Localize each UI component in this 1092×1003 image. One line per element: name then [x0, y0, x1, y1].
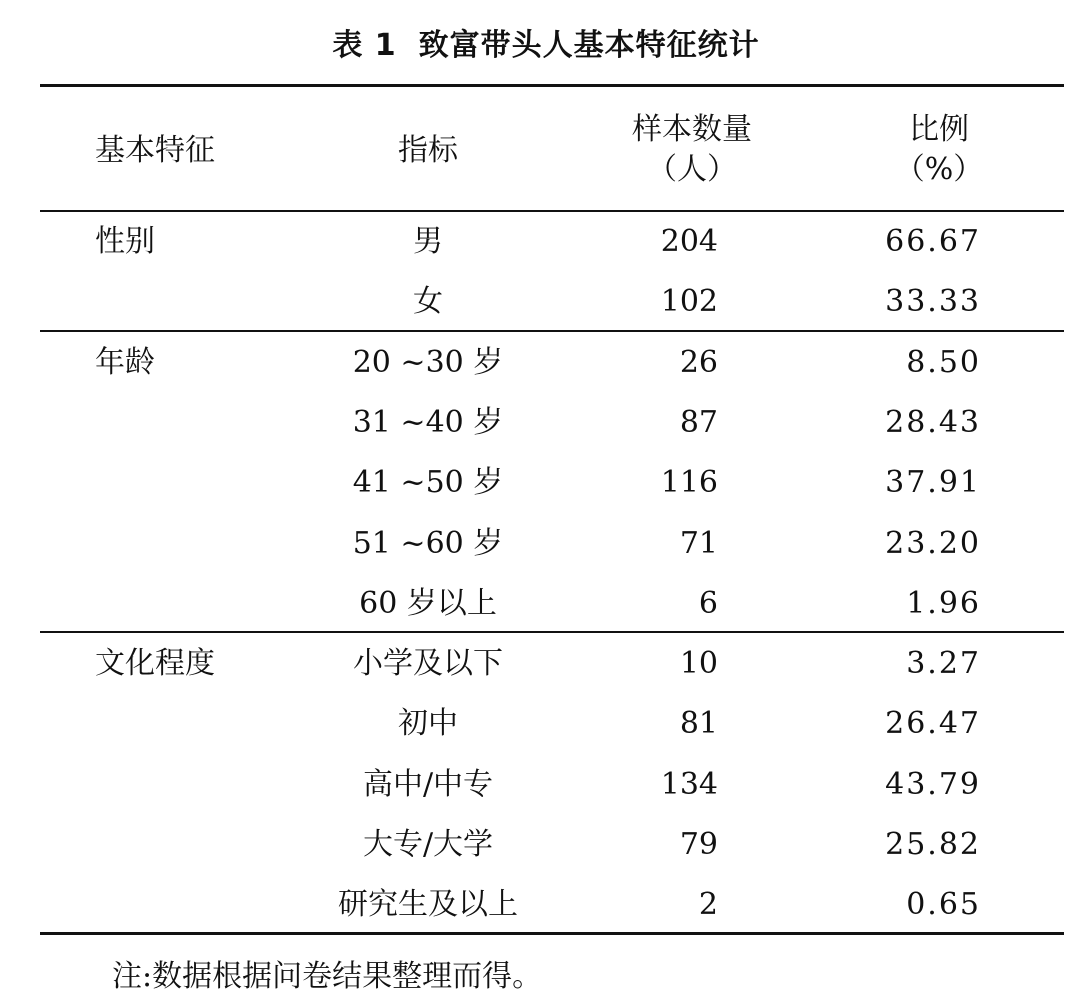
row-ratio-cell: 1.96 — [906, 586, 981, 621]
header-indicator: 指标 — [398, 133, 458, 168]
row-indicator-cell: 女 — [413, 284, 443, 319]
row-indicator-cell: 初中 — [398, 706, 458, 741]
row-ratio-cell: 0.65 — [906, 887, 981, 922]
row-indicator-cell: 20 ~30 岁 — [352, 345, 504, 380]
table-note: 注:数据根据问卷结果整理而得。 — [112, 959, 543, 994]
row-indicator-cell: 31 ~40 岁 — [352, 405, 504, 440]
row-indicator-cell: 51 ~60 岁 — [352, 526, 504, 561]
row-ratio-cell: 43.79 — [885, 767, 981, 802]
row-indicator-cell: 小学及以下 — [353, 646, 503, 681]
row-ratio-cell: 23.20 — [885, 526, 981, 561]
row-indicator-cell: 研究生及以上 — [338, 887, 518, 922]
header-count — [632, 110, 752, 190]
row-ratio-cell: 26.47 — [885, 706, 981, 741]
row-count-cell: 102 — [660, 284, 718, 319]
row-count-cell: 26 — [679, 345, 718, 380]
row-ratio-cell: 3.27 — [906, 646, 981, 681]
header-ratio — [895, 110, 984, 190]
row-indicator-cell: 男 — [413, 224, 443, 259]
row-count-cell: 79 — [679, 827, 718, 862]
table-title: 致富带头人基本特征统计 — [418, 28, 760, 63]
table-caption — [0, 26, 1092, 66]
row-count-cell: 134 — [660, 767, 718, 802]
row-ratio-cell: 28.43 — [885, 405, 981, 440]
header-ratio-label: 比例 — [908, 112, 969, 147]
header-rule — [40, 210, 1064, 212]
row-indicator-cell: 60 岁以上 — [359, 586, 497, 621]
row-ratio-cell: 37.91 — [885, 465, 981, 500]
row-group-cell: 性别 — [95, 224, 155, 259]
row-ratio-cell: 33.33 — [885, 284, 981, 319]
row-count-cell: 116 — [660, 465, 718, 500]
bottom-rule — [40, 932, 1064, 935]
row-indicator-cell: 大专/大学 — [362, 827, 494, 862]
row-count-cell: 10 — [679, 646, 718, 681]
row-indicator-cell: 41 ~50 岁 — [352, 465, 504, 500]
header-count-label: 样本数量 — [632, 112, 752, 147]
row-count-cell: 204 — [660, 224, 718, 259]
row-ratio-cell: 25.82 — [885, 827, 981, 862]
header-feature: 基本特征 — [95, 133, 215, 168]
row-ratio-cell: 66.67 — [885, 224, 981, 259]
row-indicator-cell: 高中/中专 — [362, 767, 494, 802]
row-count-cell: 87 — [679, 405, 718, 440]
row-count-cell: 6 — [698, 586, 718, 621]
row-group-cell: 文化程度 — [95, 646, 215, 681]
row-count-cell: 81 — [679, 706, 718, 741]
group-divider — [40, 330, 1064, 332]
top-rule — [40, 84, 1064, 87]
row-count-cell: 71 — [679, 526, 718, 561]
header-count-unit: （人） — [647, 152, 737, 187]
row-group-cell: 年龄 — [95, 345, 155, 380]
row-ratio-cell: 8.50 — [906, 345, 981, 380]
table-number: 表 1 — [332, 28, 397, 63]
header-ratio-unit: （%） — [894, 152, 984, 187]
group-divider — [40, 631, 1064, 633]
row-count-cell: 2 — [698, 887, 718, 922]
